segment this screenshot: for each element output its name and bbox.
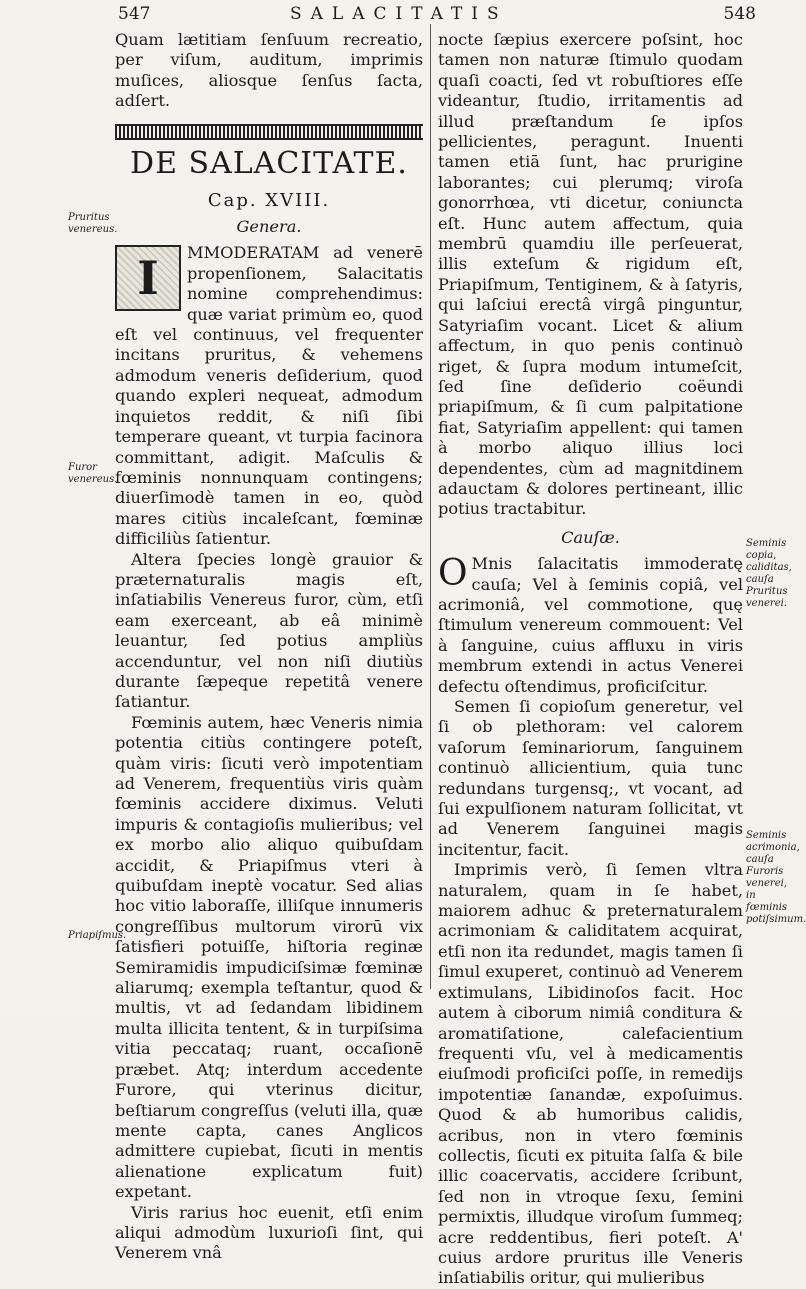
initial-letter: O bbox=[438, 553, 468, 595]
margin-note-priapismus: Priapiſmus. bbox=[68, 930, 127, 941]
right-column bbox=[438, 30, 743, 1289]
margin-note-pruritus: Pruritus venereus. bbox=[68, 212, 118, 235]
paragraph bbox=[438, 554, 743, 697]
intro-text: Quam lætitiam ſenſuum recreatio, per viſum, auditum, imprimis muſices, aliosque ſenſus ſacta, adſert. bbox=[115, 30, 423, 111]
paragraph: nocte ſæpius exercere poſsint, hoc tamen non naturæ ſtimulo quodam quaſi coacti, ſed vt robuſtiores eſſe videantur, ſtudio, irritamentis ad illud præſtandum ſe ipſos pellicientes, peragunt. Inuenti tamen etiā ſunt, hac prurigine laborantes; cui plerumq; viroſa gonorrhœa, vti dicetur, coniuncta eſt. Hunc autem affectum, quia membrū quamdiu ille perſeuerat, illis exteſum & rigidum eſt, Priapiſmum, Tentiginem, & à ſatyris, qui laſciui erectâ virgâ pinguntur, Satyriaſim vocant. Licet & alium affectum, in quo penis continuò riget, & ſupra modum intumeſcit, ſed ſine deſiderio coëundi priapiſmum, & ſi cum palpitatione fiat, Satyriaſim appellent: qui tamen à morbo aliquo illius loci dependentes, cùm ad magnitdinem adauctam & dolores pertineant, illic potius tractabitur. bbox=[438, 30, 743, 519]
running-head: SALACITATIS bbox=[290, 4, 508, 24]
paragraph: Imprimis verò, ſi ſemen vltra naturalem, quam in ſe habet, maiorem adhuc & preternaturalem acrimoniam & caliditatem acquirat, etſi non ita redundet, magis tamen ſi ſimul exuperet, continuò ad Venerem extimulans, Libidinoſos facit. Hoc autem à ciborum nimiâ conditura & aromatiſatione, calefacientium frequenti vſu, vel à medicamentis eiuſmodi proficiſci poſſe, in remedijs impotentiæ ſanandæ, expoſuimus. Quod & ab humoribus calidis, acribus, non in vtero fœminis collectis, ſicuti ex pituita ſalſa & bile illic coacervatis, accidere ſcribunt, ſed non in vtroque ſexu, ſemini permixtis, illudque viroſum ſummeq; acre reddentibus, fieri poteſt. A' cuius ardore pruritus ille Veneris inſatiabilis oritur, qui mulieribus bbox=[438, 860, 743, 1288]
ornamental-border bbox=[115, 124, 423, 140]
paragraph: Viris rarius hoc euenit, etſi enim aliqui admodùm luxurioſi ſint, qui Venerem vnâ bbox=[115, 1202, 423, 1263]
margin-note-seminis-copia: Seminis copia, caliditas, cauſa Pruritus venerei. bbox=[746, 538, 792, 609]
section-heading-causae: Cauſæ. bbox=[561, 527, 620, 547]
margin-note-seminis-acrimonia: Seminis acrimonia, cauſa Furoris venerei, in fœminis potiſsimum. bbox=[746, 830, 806, 925]
paragraph: Altera ſpecies longè grauior & præternaturalis magis eſt, inſatiabilis Venereus furor, cùm, etſi eam exerceant, ab eâ minimè leuantur, ſed potius ampliùs accenduntur, vel non niſi diutiùs durante ſæpeque repetitâ venere ſatiantur. bbox=[115, 549, 423, 712]
section-heading-genera: Genera. bbox=[236, 217, 302, 237]
page-number-left: 547 bbox=[118, 4, 151, 24]
paragraph-text: MMODERATAM ad venerē propenſionem, Salacitatis nomine comprehendimus: quæ variat primùm eo, quod eſt vel continuus, vel frequenter incitans pruritus, & vehemens admodum veneris deſiderium, quod quando expleri nequeat, admodum inquietos reddit, & niſi ſibi temperare queant, vt turpia facinora committant, adigit. Maſculis & fœminis nonnunquam contingens; diuerſimodè tamen in eo, quòd mares citiùs incaleſcant, fœminæ difficiliùs ſatientur. bbox=[115, 243, 423, 549]
decorated-initial: I bbox=[115, 245, 181, 311]
chapter-number: Cap. XVIII. bbox=[207, 189, 331, 211]
margin-note-furor: Furor venereus. bbox=[68, 462, 118, 485]
paragraph bbox=[115, 243, 423, 549]
left-column bbox=[115, 30, 423, 1264]
column-divider bbox=[430, 24, 431, 989]
paragraph-text: Mnis ſalacitatis immoderatę cauſa; Vel à ſeminis copiâ, vel acrimoniâ, vel commotione, quę ſtimulum venereum commouent: Vel à ſanguine, cuius affluxu in viris membrum extendi in actus Venerei defectu oſtendimus, proficiſcitur. bbox=[438, 554, 743, 696]
paragraph: Semen ſi copioſum generetur, vel ſi ob plethoram: vel calorem vaſorum ſeminariorum, ſanguinem continuò allicientium, quia tunc redundans turgensq;, vt vocant, ad ſui expulſionem naturam ſollicitat, vt ad Venerem ſanguinei magis incitentur, facit. bbox=[438, 697, 743, 859]
chapter-title: DE SALACITATE. bbox=[130, 145, 408, 181]
page-number-right: 548 bbox=[723, 4, 756, 24]
paragraph: Fœminis autem, hæc Veneris nimia potentia citiùs contingere poteſt, quàm viris: ſicuti verò impotentiam ad Venerem, frequentiùs viris quàm fœminis accidere diximus. Veluti impuris & contagioſis mulieribus; vel ex morbo alio aliquo quibuſdam accidit, & Priapiſmus vteri à quibuſdam ineptè vocatur. Sed alias hoc vitio laboraſſe, illiſque innumeris congreſſibus multorum virorū vix ſatisfieri potuiſſe, hiſtoria reginæ Semiramidis impudiciſsimæ fœminæ aliarumq; exempla teſtantur, quod & multis, vt ad ſedandam libidinem multa illicita tentent, & in turpiſsima vitia peccataq; ruant, occaſionē præbet. Atq; interdum accedente Furore, qui vterinus dicitur, beſtiarum congreſſus (veluti illa, quæ mente capta, canes Anglicos admittere cupiebat, ſicuti in mentis alienatione explicatum fuit) expetant. bbox=[115, 712, 423, 1202]
